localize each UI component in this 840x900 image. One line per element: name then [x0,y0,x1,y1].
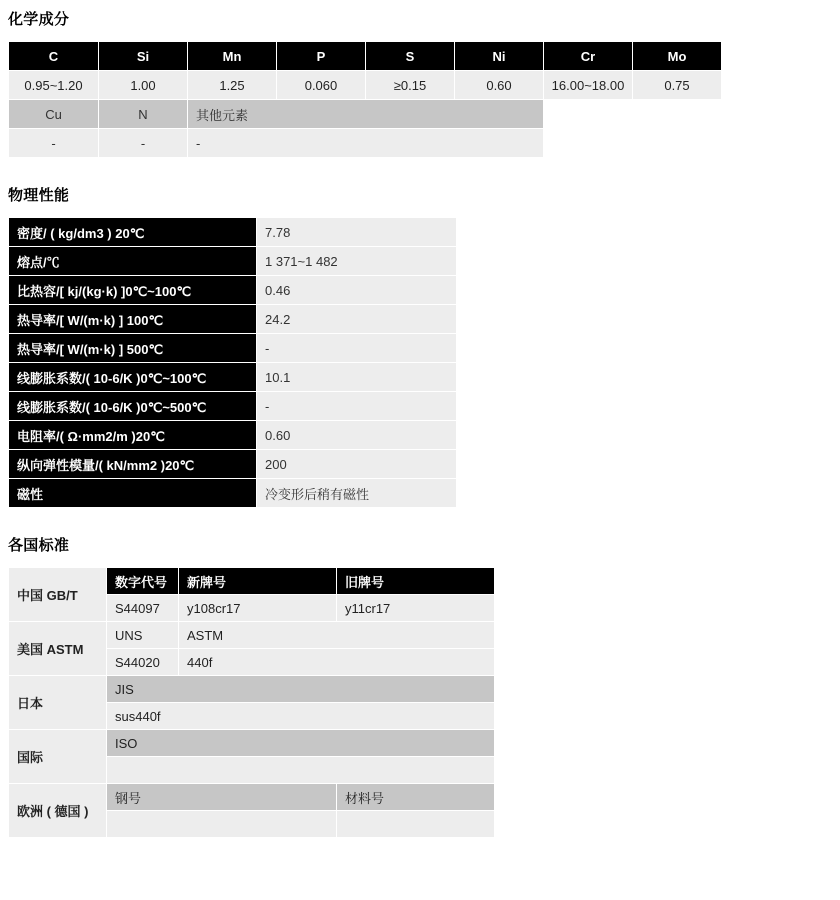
spacer-cell [633,129,722,158]
table-cell: - [188,129,544,158]
table-cell: 1.25 [188,71,277,100]
row-label: 热导率/[ W/(m·k) ] 500℃ [9,334,257,363]
row-label: 纵向弹性模量/( kN/mm2 )20℃ [9,450,257,479]
column-header: P [277,42,366,71]
column-header: 旧牌号 [337,568,495,595]
table-cell: - [99,129,188,158]
spacer-cell [544,129,633,158]
table-cell: y108cr17 [179,595,337,622]
column-header: Mn [188,42,277,71]
table-row [9,450,457,479]
chemical-composition-table [8,41,722,158]
row-value: - [257,392,457,421]
row-value: 冷变形后稍有磁性 [257,479,457,508]
country-label: 中国 GB/T [9,568,107,622]
row-label: 线膨胀系数/( 10-6/K )0℃~500℃ [9,392,257,421]
table-row [9,568,495,595]
table-cell: S44020 [107,649,179,676]
page-title-physical: 物理性能 [8,187,70,204]
row-label: 密度/ ( kg/dm3 ) 20℃ [9,218,257,247]
row-value: 1 371~1 482 [257,247,457,276]
column-header: 数字代号 [107,568,179,595]
table-cell: 1.00 [99,71,188,100]
page-title-standards: 各国标准 [8,537,70,554]
table-cell: sus440f [107,703,495,730]
table-row [9,392,457,421]
table-cell: ASTM [179,622,495,649]
table-cell: - [9,129,99,158]
row-label: 磁性 [9,479,257,508]
national-standards-table [8,567,495,838]
country-label: 国际 [9,730,107,784]
row-value: 0.46 [257,276,457,305]
table-cell: y11cr17 [337,595,495,622]
table-cell: 0.60 [455,71,544,100]
table-row [9,784,495,811]
table-cell [107,757,495,784]
country-label: 欧洲 ( 德国 ) [9,784,107,838]
table-row [9,276,457,305]
row-label: 比热容/[ kj/(kg·k) ]0℃~100℃ [9,276,257,305]
spacer-cell [633,100,722,129]
row-value: 7.78 [257,218,457,247]
country-label: 美国 ASTM [9,622,107,676]
row-label: 电阻率/( Ω·mm2/m )20℃ [9,421,257,450]
table-row [9,247,457,276]
row-label: 热导率/[ W/(m·k) ] 100℃ [9,305,257,334]
table-cell: 0.060 [277,71,366,100]
country-label: 日本 [9,676,107,730]
row-label: 线膨胀系数/( 10-6/K )0℃~100℃ [9,363,257,392]
column-header: C [9,42,99,71]
table-row [9,129,722,158]
column-header: Cu [9,100,99,129]
row-label: 熔点/℃ [9,247,257,276]
table-cell: 440f [179,649,495,676]
table-cell: S44097 [107,595,179,622]
column-header: Cr [544,42,633,71]
table-cell: ISO [107,730,495,757]
row-value: 200 [257,450,457,479]
column-header: 新牌号 [179,568,337,595]
table-cell: 0.75 [633,71,722,100]
table-row [9,334,457,363]
table-row [9,622,495,649]
row-value: 0.60 [257,421,457,450]
table-row [9,363,457,392]
table-cell [107,811,337,838]
table-row [9,730,495,757]
table-cell: 0.95~1.20 [9,71,99,100]
table-row [9,479,457,508]
table-row [9,421,457,450]
row-value: - [257,334,457,363]
column-header: Ni [455,42,544,71]
column-header: Mo [633,42,722,71]
column-header: S [366,42,455,71]
table-cell: UNS [107,622,179,649]
row-value: 24.2 [257,305,457,334]
table-row [9,71,722,100]
table-row [9,100,722,129]
table-cell: JIS [107,676,495,703]
spacer-cell [544,100,633,129]
table-row [9,676,495,703]
table-row [9,42,722,71]
column-header: N [99,100,188,129]
table-cell: 钢号 [107,784,337,811]
table-cell: 材料号 [337,784,495,811]
page-title-chemical: 化学成分 [8,11,70,28]
table-row [9,218,457,247]
physical-properties-table [8,217,457,508]
table-row [9,305,457,334]
table-cell [337,811,495,838]
column-header: 其他元素 [188,100,544,129]
table-cell: 16.00~18.00 [544,71,633,100]
table-cell: ≥0.15 [366,71,455,100]
row-value: 10.1 [257,363,457,392]
column-header: Si [99,42,188,71]
